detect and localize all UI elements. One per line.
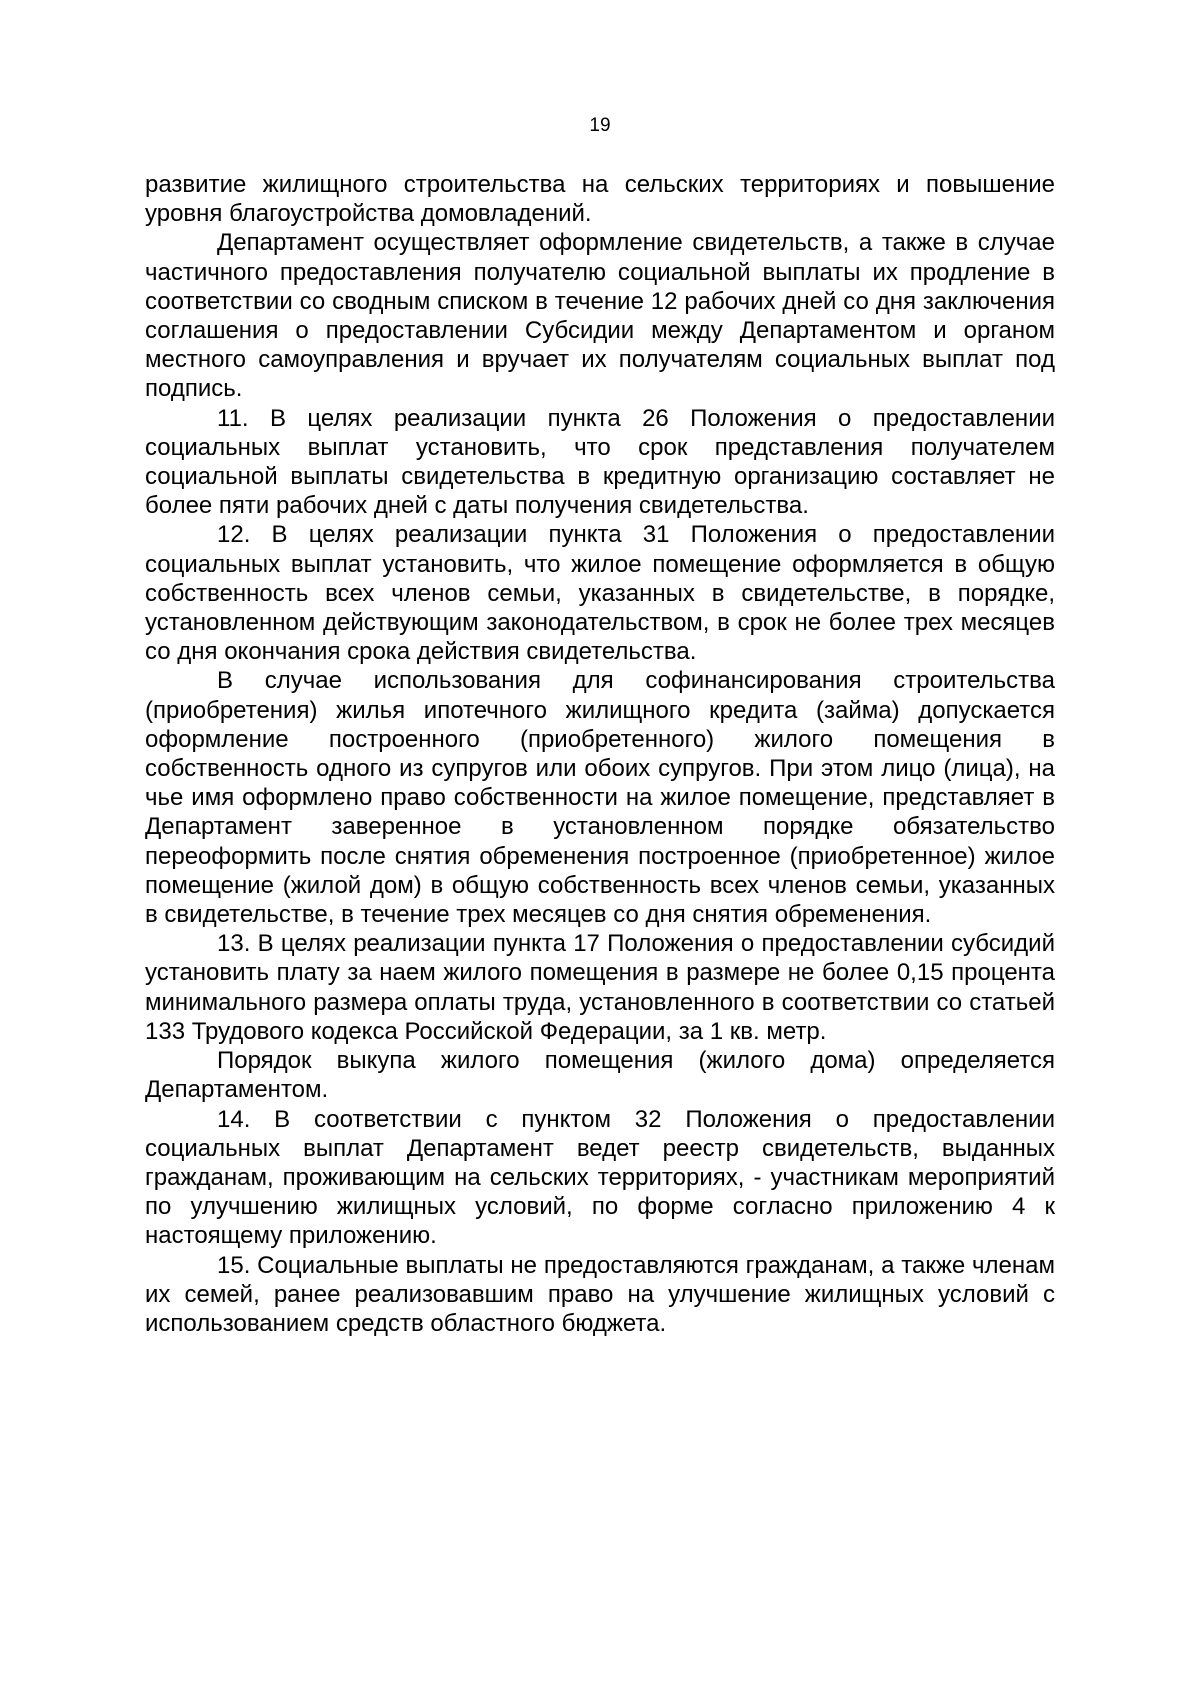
paragraph-1: развитие жилищного строительства на сельских территориях и повышение уровня благоустройства домовладений. <box>145 171 1055 228</box>
paragraph-7: Порядок выкупа жилого помещения (жилого дома) определяется Департаментом. <box>145 1047 1055 1104</box>
paragraph-5: В случае использования для софинансирования строительства (приобретения) жилья ипотечного жилищного кредита (займа) допускается оформление построенного (приобретенного) жилого помещения в собственность одного из супругов или обоих супругов. При этом лицо (лица), на чье имя оформлено право собственности на жилое помещение, представляет в Департамент заверенное в установленном порядке обязательство переоформить после снятия обременения построенное (приобретенное) жилое помещение (жилой дом) в общую собственность всех членов семьи, указанных в свидетельстве, в течение трех месяцев со дня снятия обременения. <box>145 667 1055 929</box>
paragraph-9: 15. Социальные выплаты не предоставляются гражданам, а также членам их семей, ранее реализовавшим право на улучшение жилищных условий с использованием средств областного бюджета. <box>145 1251 1055 1337</box>
document-body <box>145 170 1055 1338</box>
paragraph-3: 11. В целях реализации пункта 26 Положения о предоставлении социальных выплат установить, что срок представления получателем социальной выплаты свидетельства в кредитную организацию составляет не более пяти рабочих дней с даты получения свидетельства. <box>145 404 1055 520</box>
page-number: 19 <box>589 115 611 136</box>
paragraph-2: Департамент осуществляет оформление свидетельств, а также в случае частичного предоставления получателю социальной выплаты их продление в соответствии со сводным списком в течение 12 рабочих дней со дня заключения соглашения о предоставлении Субсидии между Департаментом и органом местного самоуправления и вручает их получателям социальных выплат под подпись. <box>145 229 1055 403</box>
paragraph-8: 14. В соответствии с пунктом 32 Положения о предоставлении социальных выплат Департамент ведет реестр свидетельств, выданных гражданам, проживающим на сельских территориях, - участникам мероприятий по улучшению жилищных условий, по форме согласно приложению 4 к настоящему приложению. <box>145 1105 1055 1250</box>
paragraph-4: 12. В целях реализации пункта 31 Положения о предоставлении социальных выплат установить, что жилое помещение оформляется в общую собственность всех членов семьи, указанных в свидетельстве, в порядке, установленном действующим законодательством, в срок не более трех месяцев со дня окончания срока действия свидетельства. <box>145 521 1055 666</box>
paragraph-6: 13. В целях реализации пункта 17 Положения о предоставлении субсидий установить плату за наем жилого помещения в размере не более 0,15 процента минимального размера оплаты труда, установленного в соответствии со статьей 133 Трудового кодекса Российской Федерации, за 1 кв. метр. <box>145 930 1055 1045</box>
